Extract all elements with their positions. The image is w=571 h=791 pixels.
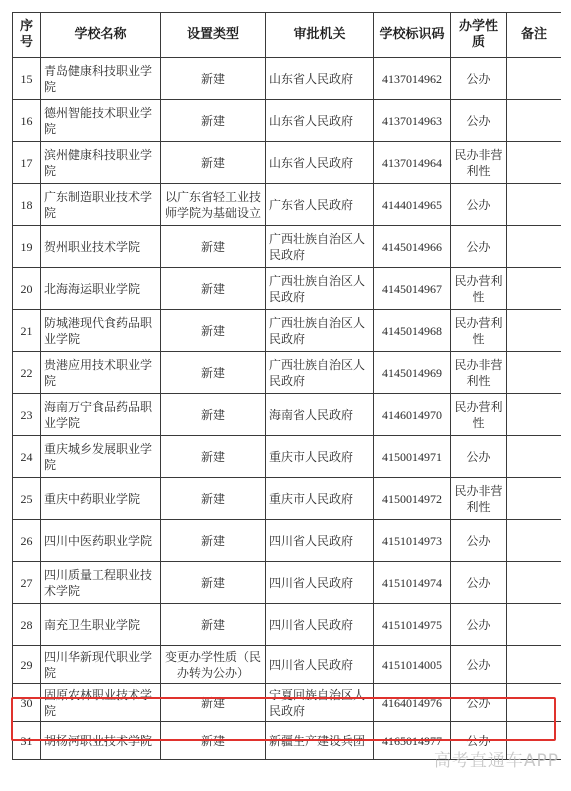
cell-school-nature: 公办 (451, 58, 507, 100)
cell-note (507, 478, 562, 520)
cell-school-name: 四川质量工程职业技术学院 (41, 562, 161, 604)
header-name: 学校名称 (41, 13, 161, 58)
table-row (13, 226, 562, 268)
cell-no: 26 (13, 520, 41, 562)
cell-approval-authority: 广西壮族自治区人民政府 (266, 268, 374, 310)
cell-approval-authority: 海南省人民政府 (266, 394, 374, 436)
table-row (13, 604, 562, 646)
cell-no: 19 (13, 226, 41, 268)
cell-school-nature: 公办 (451, 184, 507, 226)
table-row (13, 268, 562, 310)
cell-note (507, 604, 562, 646)
cell-setup-type: 新建 (161, 604, 266, 646)
cell-approval-authority: 广东省人民政府 (266, 184, 374, 226)
cell-setup-type: 新建 (161, 562, 266, 604)
cell-no: 30 (13, 684, 41, 722)
cell-note (507, 394, 562, 436)
cell-school-nature: 民办营利性 (451, 310, 507, 352)
cell-school-nature: 公办 (451, 722, 507, 760)
cell-school-code: 4151014973 (374, 520, 451, 562)
cell-school-code: 4150014972 (374, 478, 451, 520)
cell-school-name: 重庆城乡发展职业学院 (41, 436, 161, 478)
cell-no: 22 (13, 352, 41, 394)
table-row (13, 58, 562, 100)
cell-no: 28 (13, 604, 41, 646)
cell-school-code: 4145014967 (374, 268, 451, 310)
cell-school-code: 4144014965 (374, 184, 451, 226)
cell-school-nature: 公办 (451, 520, 507, 562)
cell-approval-authority: 四川省人民政府 (266, 646, 374, 684)
cell-no: 20 (13, 268, 41, 310)
cell-note (507, 646, 562, 684)
cell-note (507, 100, 562, 142)
cell-school-name: 南充卫生职业学院 (41, 604, 161, 646)
table-row (13, 562, 562, 604)
cell-setup-type: 新建 (161, 58, 266, 100)
cell-school-name: 固原农林职业技术学院 (41, 684, 161, 722)
cell-school-code: 4145014969 (374, 352, 451, 394)
header-code: 学校标识码 (374, 13, 451, 58)
cell-setup-type: 新建 (161, 100, 266, 142)
cell-school-nature: 公办 (451, 684, 507, 722)
watermark: 高考直通车APP (433, 751, 559, 771)
cell-setup-type: 新建 (161, 268, 266, 310)
cell-setup-type: 新建 (161, 310, 266, 352)
cell-setup-type: 新建 (161, 394, 266, 436)
table-row (13, 100, 562, 142)
cell-note (507, 142, 562, 184)
cell-school-nature: 公办 (451, 436, 507, 478)
cell-school-name: 胡杨河职业技术学院 (41, 722, 161, 760)
cell-setup-type: 变更办学性质（民办转为公办） (161, 646, 266, 684)
document-sheet (12, 12, 561, 791)
cell-school-code: 4150014971 (374, 436, 451, 478)
table-row (13, 478, 562, 520)
table-row (13, 142, 562, 184)
cell-note (507, 268, 562, 310)
table-row (13, 646, 562, 684)
cell-approval-authority: 山东省人民政府 (266, 58, 374, 100)
cell-approval-authority: 山东省人民政府 (266, 100, 374, 142)
cell-approval-authority: 新疆生产建设兵团 (266, 722, 374, 760)
header-type: 设置类型 (161, 13, 266, 58)
cell-note (507, 310, 562, 352)
cell-setup-type: 以广东省轻工业技师学院为基础设立 (161, 184, 266, 226)
cell-school-code: 4165014977 (374, 722, 451, 760)
cell-school-name: 北海海运职业学院 (41, 268, 161, 310)
cell-note (507, 436, 562, 478)
cell-no: 29 (13, 646, 41, 684)
cell-school-name: 滨州健康科技职业学院 (41, 142, 161, 184)
cell-no: 17 (13, 142, 41, 184)
cell-school-nature: 公办 (451, 226, 507, 268)
table-row (13, 520, 562, 562)
cell-approval-authority: 重庆市人民政府 (266, 436, 374, 478)
cell-school-code: 4146014970 (374, 394, 451, 436)
header-note: 备注 (507, 13, 562, 58)
cell-no: 24 (13, 436, 41, 478)
cell-school-name: 贵港应用技术职业学院 (41, 352, 161, 394)
cell-note (507, 226, 562, 268)
cell-setup-type: 新建 (161, 684, 266, 722)
cell-no: 15 (13, 58, 41, 100)
cell-setup-type: 新建 (161, 226, 266, 268)
cell-setup-type: 新建 (161, 142, 266, 184)
cell-setup-type: 新建 (161, 520, 266, 562)
cell-school-nature: 公办 (451, 100, 507, 142)
cell-approval-authority: 重庆市人民政府 (266, 478, 374, 520)
cell-approval-authority: 四川省人民政府 (266, 604, 374, 646)
table-header-row (13, 13, 562, 58)
cell-approval-authority: 广西壮族自治区人民政府 (266, 310, 374, 352)
cell-school-name: 广东制造职业技术学院 (41, 184, 161, 226)
cell-setup-type: 新建 (161, 352, 266, 394)
cell-note (507, 58, 562, 100)
cell-school-code: 4145014968 (374, 310, 451, 352)
cell-school-code: 4145014966 (374, 226, 451, 268)
cell-note (507, 520, 562, 562)
cell-school-nature: 公办 (451, 646, 507, 684)
table-row (13, 684, 562, 722)
table-body (13, 58, 562, 760)
cell-school-name: 海南万宁食品药品职业学院 (41, 394, 161, 436)
cell-school-name: 贺州职业技术学院 (41, 226, 161, 268)
cell-note (507, 184, 562, 226)
cell-school-code: 4137014962 (374, 58, 451, 100)
cell-note (507, 684, 562, 722)
cell-setup-type: 新建 (161, 722, 266, 760)
header-authority: 审批机关 (266, 13, 374, 58)
cell-school-code: 4151014005 (374, 646, 451, 684)
cell-school-code: 4164014976 (374, 684, 451, 722)
cell-school-nature: 民办非营利性 (451, 142, 507, 184)
cell-approval-authority: 四川省人民政府 (266, 520, 374, 562)
header-no: 序号 (13, 13, 41, 58)
table-row (13, 394, 562, 436)
cell-school-name: 青岛健康科技职业学院 (41, 58, 161, 100)
cell-school-nature: 民办营利性 (451, 394, 507, 436)
cell-school-name: 德州智能技术职业学院 (41, 100, 161, 142)
cell-setup-type: 新建 (161, 436, 266, 478)
cell-school-nature: 民办营利性 (451, 268, 507, 310)
cell-no: 18 (13, 184, 41, 226)
cell-school-code: 4151014974 (374, 562, 451, 604)
school-table (12, 12, 561, 760)
table-row (13, 436, 562, 478)
cell-approval-authority: 四川省人民政府 (266, 562, 374, 604)
cell-no: 16 (13, 100, 41, 142)
cell-approval-authority: 广西壮族自治区人民政府 (266, 226, 374, 268)
cell-no: 23 (13, 394, 41, 436)
cell-school-code: 4137014964 (374, 142, 451, 184)
cell-approval-authority: 广西壮族自治区人民政府 (266, 352, 374, 394)
cell-school-code: 4151014975 (374, 604, 451, 646)
table-row (13, 310, 562, 352)
cell-no: 27 (13, 562, 41, 604)
header-nature: 办学性质 (451, 13, 507, 58)
cell-school-nature: 民办非营利性 (451, 478, 507, 520)
table-row (13, 352, 562, 394)
cell-no: 31 (13, 722, 41, 760)
cell-school-name: 防城港现代食药品职业学院 (41, 310, 161, 352)
cell-school-name: 四川中医药职业学院 (41, 520, 161, 562)
table-row (13, 184, 562, 226)
cell-school-code: 4137014963 (374, 100, 451, 142)
cell-school-nature: 公办 (451, 562, 507, 604)
cell-school-name: 四川华新现代职业学院 (41, 646, 161, 684)
cell-setup-type: 新建 (161, 478, 266, 520)
cell-approval-authority: 山东省人民政府 (266, 142, 374, 184)
cell-school-name: 重庆中药职业学院 (41, 478, 161, 520)
cell-approval-authority: 宁夏回族自治区人民政府 (266, 684, 374, 722)
cell-note (507, 352, 562, 394)
cell-note (507, 562, 562, 604)
cell-school-nature: 民办非营利性 (451, 352, 507, 394)
cell-school-nature: 公办 (451, 604, 507, 646)
cell-no: 25 (13, 478, 41, 520)
cell-no: 21 (13, 310, 41, 352)
